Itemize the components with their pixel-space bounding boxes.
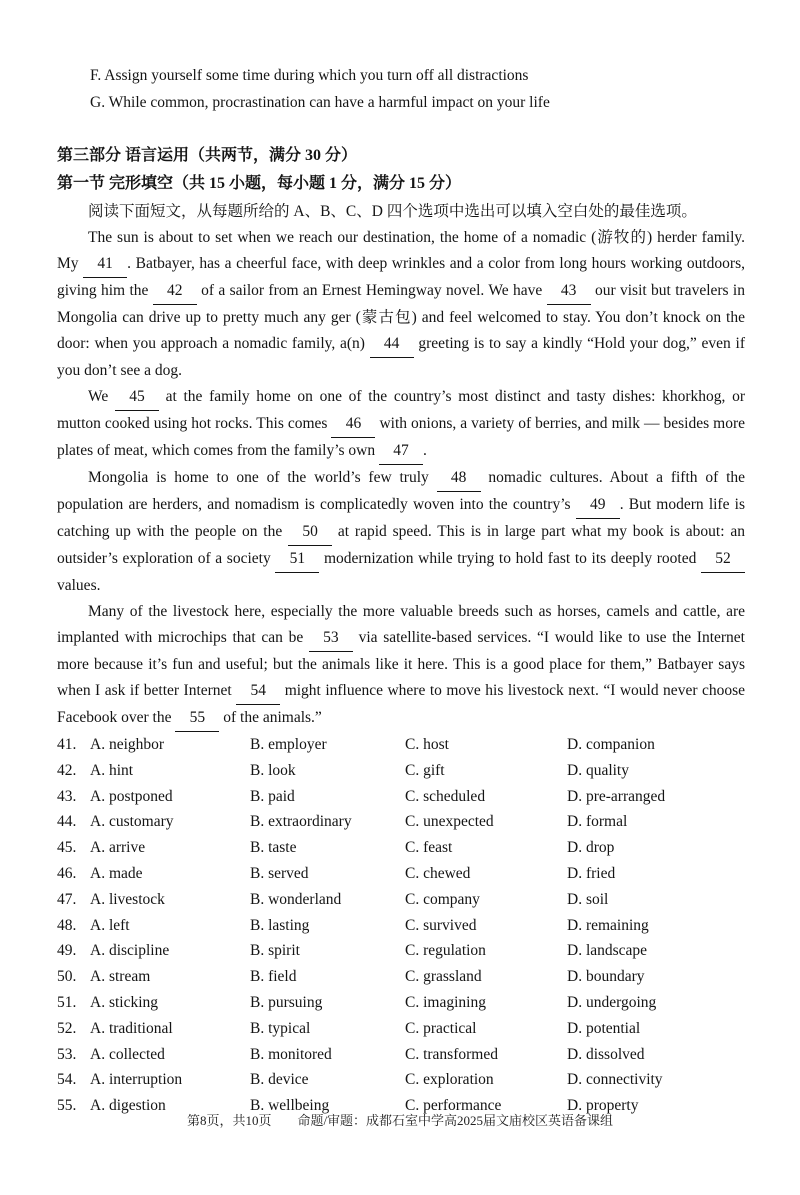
option-a: A. discipline <box>90 942 170 960</box>
option-b: B. device <box>250 1071 309 1089</box>
cloze-blank-53: 53 <box>309 625 353 652</box>
question-number: 50. <box>57 968 77 986</box>
option-c: C. practical <box>405 1019 477 1037</box>
option-c: C. performance <box>405 1097 502 1115</box>
question-row <box>57 913 745 939</box>
option-b: B. typical <box>250 1019 311 1037</box>
cloze-blank-54: 54 <box>236 678 280 705</box>
option-d: D. fried <box>567 864 616 882</box>
option-c: C. feast <box>405 839 453 857</box>
option-d: D. pre-arranged <box>567 787 666 805</box>
option-b: B. paid <box>250 787 295 805</box>
option-a: A. neighbor <box>90 736 165 753</box>
question-row <box>57 1016 745 1042</box>
option-a: A. stream <box>90 968 151 986</box>
option-a: A. customary <box>90 813 174 831</box>
part-heading: 第三部分 语言运用（共两节，满分 30 分） <box>57 147 358 164</box>
option-b: B. look <box>250 761 296 779</box>
question-row <box>57 990 745 1016</box>
option-d: D. potential <box>567 1019 641 1037</box>
question-number: 43. <box>57 787 77 805</box>
option-d: D. property <box>567 1097 639 1115</box>
option-a: A. postponed <box>90 787 173 805</box>
option-c: C. grassland <box>405 968 482 986</box>
option-c: C. exploration <box>405 1071 494 1089</box>
section-heading: 第一节 完形填空（共 15 小题，每小题 1 分，满分 15 分） <box>57 175 462 192</box>
question-row <box>57 938 745 964</box>
question-number: 47. <box>57 890 77 908</box>
question-number: 54. <box>57 1071 77 1089</box>
option-d: D. remaining <box>567 916 649 934</box>
option-b: B. served <box>250 864 309 882</box>
question-row <box>57 861 745 887</box>
option-d: D. dissolved <box>567 1045 645 1063</box>
question-row <box>57 1042 745 1068</box>
cloze-blank-48: 48 <box>437 465 481 492</box>
option-d: D. companion <box>567 736 655 753</box>
cloze-blank-43: 43 <box>547 278 591 305</box>
option-b: B. extraordinary <box>250 813 352 831</box>
question-number: 51. <box>57 993 77 1011</box>
option-a: A. made <box>90 864 143 882</box>
option-d: D. formal <box>567 813 628 831</box>
option-b: B. taste <box>250 839 297 857</box>
option-d: D. boundary <box>567 968 645 986</box>
cloze-blank-41: 41 <box>83 251 127 278</box>
cloze-blank-47: 47 <box>379 438 423 465</box>
cloze-blank-50: 50 <box>288 519 332 546</box>
option-c: C. company <box>405 890 480 908</box>
option-d: D. undergoing <box>567 993 657 1011</box>
option-b: B. wellbeing <box>250 1097 330 1115</box>
cloze-blank-52: 52 <box>701 546 745 573</box>
option-b: B. field <box>250 968 297 986</box>
question-row <box>57 1067 745 1093</box>
cloze-blank-49: 49 <box>576 492 620 519</box>
option-b: B. monitored <box>250 1045 332 1063</box>
option-c: C. imagining <box>405 993 486 1011</box>
cloze-blank-44: 44 <box>370 331 414 358</box>
passage-paragraph: The sun is about to set when we reach our destination, the home of a nomadic (游牧的) herder family. My 41 . Batbayer, has a cheerful face, with deep wrinkles and a color from long hours working outdoors, giving him the 42 of a sailor from an Ernest Hemingway novel. We have 43 our visit but travelers in Mongolia can drive up to pretty much any ger (蒙古包) and feel welcomed to stay. You don’t knock on the door: when you approach a nomadic family, a(n) 44 greeting is to say a kindly “Hold your dog,” even if you don’t see a dog. <box>57 229 745 379</box>
option-a: A. livestock <box>90 890 165 908</box>
option-d: D. landscape <box>567 942 648 960</box>
option-b: B. employer <box>250 736 327 753</box>
question-number: 53. <box>57 1045 77 1063</box>
question-number: 42. <box>57 761 77 779</box>
cloze-blank-45: 45 <box>115 384 159 411</box>
question-number: 55. <box>57 1097 77 1115</box>
cloze-blank-51: 51 <box>275 546 319 573</box>
option-c: C. regulation <box>405 942 486 960</box>
question-number: 46. <box>57 864 77 882</box>
page-footer: 第8页，共10页 命题/审题：成都石室中学高2025届文庙校区英语备课组 <box>186 1113 614 1128</box>
question-row <box>57 887 745 913</box>
instructions: 阅读下面短文，从每题所给的 A、B、C、D 四个选项中选出可以填入空白处的最佳选项。 <box>88 203 697 220</box>
option-c: C. transformed <box>405 1045 498 1063</box>
question-row <box>57 835 745 861</box>
passage <box>57 225 745 732</box>
option-b: B. pursuing <box>250 993 323 1011</box>
choice-list-fg <box>57 62 745 116</box>
option-a: A. arrive <box>90 839 146 857</box>
option-c: C. unexpected <box>405 813 494 831</box>
cloze-blank-46: 46 <box>331 411 375 438</box>
option-b: B. lasting <box>250 916 310 934</box>
cloze-blank-55: 55 <box>175 705 219 732</box>
option-a: A. traditional <box>90 1019 173 1037</box>
option-a: A. collected <box>90 1045 165 1063</box>
question-number: 49. <box>57 942 77 960</box>
cloze-blank-42: 42 <box>153 278 197 305</box>
question-number: 41. <box>57 736 77 753</box>
question-row <box>57 809 745 835</box>
question-number: 52. <box>57 1019 77 1037</box>
question-number: 44. <box>57 813 77 831</box>
choice-option-f: F. Assign yourself some time during which you turn off all distractions <box>90 67 529 84</box>
option-a: A. hint <box>90 761 134 779</box>
option-c: C. scheduled <box>405 787 486 805</box>
passage-paragraph: Mongolia is home to one of the world’s few truly 48 nomadic cultures. About a fifth of the population are herders, and nomadism is complicatedly woven into the country’s 49 . But modern life is catching up with the people on the 50 at rapid speed. This is in large part what my book is about: an outsider’s exploration of a society 51 modernization while trying to hold fast to its deeply rooted 52 values. <box>57 465 745 599</box>
option-a: A. sticking <box>90 993 159 1011</box>
question-row <box>57 732 745 758</box>
question-row <box>57 964 745 990</box>
passage-paragraph: Many of the livestock here, especially the more valuable breeds such as horses, camels and cattle, are implanted with microchips that can be 53 via satellite-based services. “I would like to use the Internet more because it’s fun and useful; but the animals like it here. This is a good place for them,” Batbayer says when I ask if better Internet 54 might influence where to move his livestock next. “I would never choose Facebook over the 55 of the animals.” <box>57 599 745 732</box>
option-c: C. gift <box>405 761 445 779</box>
question-row <box>57 784 745 810</box>
option-d: D. soil <box>567 890 609 908</box>
question-number: 45. <box>57 839 77 857</box>
question-row <box>57 758 745 784</box>
choice-option-g: G. While common, procrastination can have a harmful impact on your life <box>90 94 550 111</box>
option-b: B. spirit <box>250 942 300 960</box>
option-c: C. chewed <box>405 864 471 882</box>
option-a: A. left <box>90 916 130 934</box>
option-a: A. digestion <box>90 1097 166 1115</box>
option-d: D. drop <box>567 839 615 857</box>
option-a: A. interruption <box>90 1071 183 1089</box>
passage-paragraph: We 45 at the family home on one of the country’s most distinct and tasty dishes: khorkhog, or mutton cooked using hot rocks. This comes 46 with onions, a variety of berries, and milk — besides more plates of meat, which comes from the family’s own 47 . <box>57 384 745 465</box>
option-c: C. host <box>405 736 449 753</box>
questions-table <box>57 732 745 1119</box>
option-b: B. wonderland <box>250 890 342 908</box>
option-d: D. connectivity <box>567 1071 663 1089</box>
option-d: D. quality <box>567 761 629 779</box>
option-c: C. survived <box>405 916 477 934</box>
question-number: 48. <box>57 916 77 934</box>
